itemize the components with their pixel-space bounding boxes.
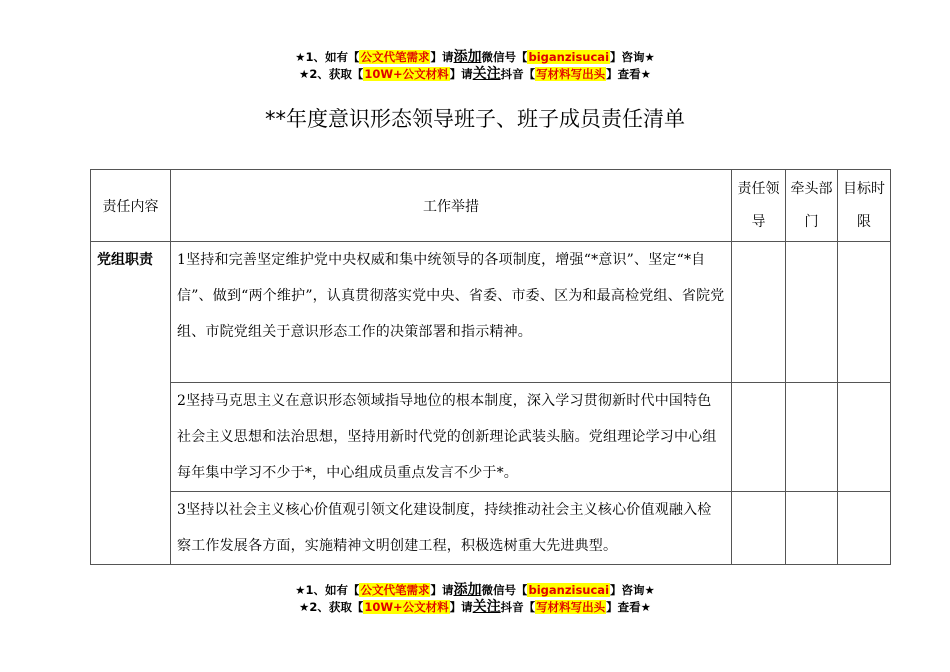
header-measures: 工作举措 [171, 170, 732, 242]
banner-highlight: 写材料写出头 [536, 67, 606, 81]
table-row [91, 242, 891, 383]
dept-cell [786, 492, 838, 565]
banner-text: 】查看★ [606, 600, 651, 614]
header-dept: 牵头部门 [786, 170, 838, 242]
banner-highlight: biganzisucai [528, 50, 610, 64]
deadline-cell [838, 383, 891, 492]
leader-cell [732, 242, 786, 383]
measure-cell: 3坚持以社会主义核心价值观引领文化建设制度，持续推动社会主义核心价值观融入检察工作发展各方面，实施精神文明创建工程，积极选树重大先进典型。 [171, 492, 732, 565]
banner-line-2 [0, 599, 950, 616]
measure-cell: 2坚持马克思主义在意识形态领域指导地位的根本制度，深入学习贯彻新时代中国特色社会主义思想和法治思想，坚持用新时代党的创新理论武装头脑。党组理论学习中心组每年集中学习不少于*，中心组成员重点发言不少于*。 [171, 383, 732, 492]
banner-text: ★2、获取【 [299, 600, 364, 614]
banner-text: 】咨询★ [610, 50, 655, 64]
deadline-cell [838, 492, 891, 565]
deadline-cell [838, 242, 891, 383]
leader-cell [732, 492, 786, 565]
header-deadline: 目标时限 [838, 170, 891, 242]
banner-emphasis: 添加 [453, 582, 482, 598]
banner-highlight: 写材料写出头 [536, 600, 606, 614]
banner-line-1 [0, 49, 950, 66]
header-leader: 责任领导 [732, 170, 786, 242]
dept-cell [786, 242, 838, 383]
banner-highlight: 10W+公文材料 [364, 600, 449, 614]
banner-text: ★2、获取【 [299, 67, 364, 81]
bottom-banner [0, 582, 950, 616]
leader-cell [732, 383, 786, 492]
banner-text: 】请 [449, 600, 473, 614]
measure-cell: 1坚持和完善坚定维护党中央权威和集中统领导的各项制度，增强“*意识”、坚定“*自信”、做到“两个维护”，认真贯彻落实党中央、省委、市委、区为和最高检党组、省院党组、市院党组关于意识形态工作的决策部署和指示精神。 [171, 242, 732, 383]
banner-text: 微信号【 [481, 583, 528, 597]
banner-text: 微信号【 [481, 50, 528, 64]
banner-emphasis: 添加 [453, 49, 482, 65]
banner-emphasis: 关注 [472, 599, 501, 615]
banner-highlight: 10W+公文材料 [364, 67, 449, 81]
banner-text: 】请 [430, 583, 454, 597]
document-title: **年度意识形态领导班子、班子成员责任清单 [265, 107, 685, 131]
banner-text: ★1、如有【 [295, 50, 360, 64]
banner-text: ★1、如有【 [295, 583, 360, 597]
duty-label: 党组职责 [91, 242, 171, 565]
banner-text: 】咨询★ [610, 583, 655, 597]
header-content: 责任内容 [91, 170, 171, 242]
banner-text: 抖音【 [500, 67, 536, 81]
banner-text: 】请 [430, 50, 454, 64]
table-row [91, 492, 891, 565]
banner-highlight: 公文代笔需求 [360, 50, 430, 64]
banner-line-2 [0, 66, 950, 83]
banner-highlight: biganzisucai [528, 583, 610, 597]
banner-text: 抖音【 [500, 600, 536, 614]
banner-highlight: 公文代笔需求 [360, 583, 430, 597]
dept-cell [786, 383, 838, 492]
table-row [91, 383, 891, 492]
banner-emphasis: 关注 [472, 66, 501, 82]
banner-line-1 [0, 582, 950, 599]
table-header-row [91, 170, 891, 242]
top-banner [0, 49, 950, 83]
banner-text: 】请 [449, 67, 473, 81]
banner-text: 】查看★ [606, 67, 651, 81]
responsibility-table [90, 169, 891, 565]
